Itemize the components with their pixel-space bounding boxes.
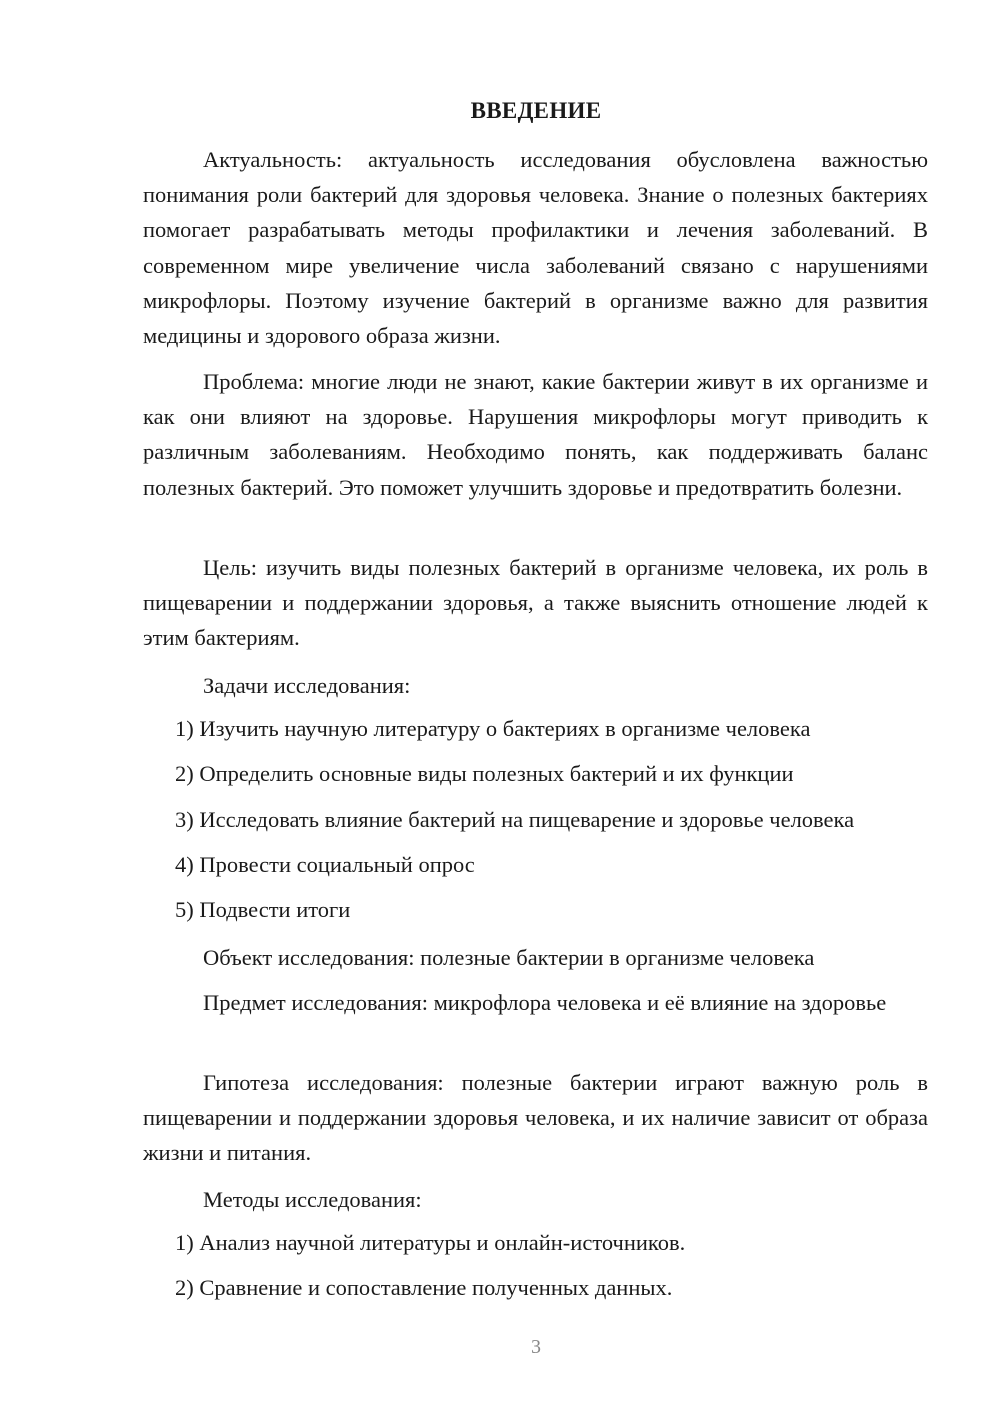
- task-item: 3) Исследовать влияние бактерий на пищеварение и здоровье человека: [175, 807, 855, 832]
- paragraph-relevance: Актуальность: актуальность исследования обусловлена важностью понимания роли бактерий для здоровья человека. Знание о полезных бактериях помогает разрабатывать методы профилактики и лечения заболеваний. В современном мире увеличение числа заболеваний связано с нарушениями микрофлоры. Поэтому изучение бактерий в организме важно для развития медицины и здорового образа жизни.: [143, 147, 928, 349]
- paragraph-hypothesis: Гипотеза исследования: полезные бактерии играют важную роль в пищеварении и поддержании здоровья человека, и их наличие зависит от образа жизни и питания.: [143, 1070, 928, 1166]
- method-item: 2) Сравнение и сопоставление полученных данных.: [175, 1275, 673, 1300]
- methods-heading: Методы исследования:: [203, 1187, 422, 1212]
- method-item: 1) Анализ научной литературы и онлайн-источников.: [175, 1230, 686, 1255]
- page-number: 3: [531, 1336, 541, 1358]
- paragraph-subject: Предмет исследования: микрофлора человека и её влияние на здоровье: [203, 990, 887, 1015]
- task-item: 5) Подвести итоги: [175, 897, 351, 922]
- task-item: 2) Определить основные виды полезных бактерий и их функции: [175, 761, 794, 786]
- paragraph-problem: Проблема: многие люди не знают, какие бактерии живут в их организме и как они влияют на здоровье. Нарушения микрофлоры могут приводить к различным заболеваниям. Необходимо понять, как поддерживать баланс полезных бактерий. Это поможет улучшить здоровье и предотвратить болезни.: [143, 369, 928, 500]
- task-item: 4) Провести социальный опрос: [175, 852, 475, 877]
- paragraph-object: Объект исследования: полезные бактерии в организме человека: [203, 945, 815, 970]
- task-item: 1) Изучить научную литературу о бактериях в организме человека: [175, 716, 811, 741]
- paragraph-goal: Цель: изучить виды полезных бактерий в организме человека, их роль в пищеварении и поддержании здоровья, а также выяснить отношение людей к этим бактериям.: [143, 555, 928, 651]
- tasks-heading: Задачи исследования:: [203, 673, 411, 698]
- section-title: ВВЕДЕНИЕ: [470, 98, 602, 123]
